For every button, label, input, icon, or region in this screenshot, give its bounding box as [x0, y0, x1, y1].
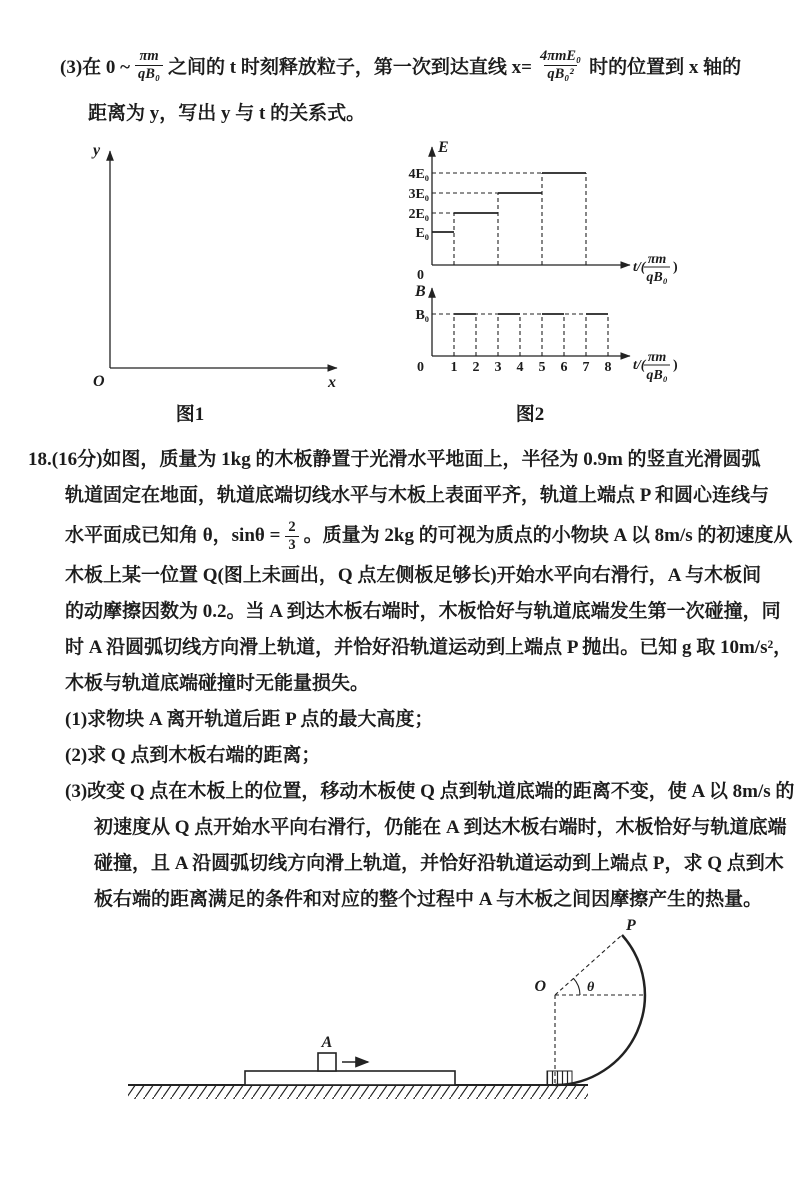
ytick-b0: B₀ [415, 308, 429, 323]
e-step-curve [432, 173, 586, 232]
b-guide-lines [454, 314, 608, 356]
q18-subquestion-2: (2)求 Q 点到木板右端的距离； [65, 745, 321, 766]
q18-line-2: 轨道固定在地面，轨道底端切线水平与木板上表面平齐，轨道上端点 P 和圆心连线与 [65, 485, 770, 506]
b-xlabel-post: ) [673, 358, 678, 373]
origin-label: O [93, 373, 105, 390]
q18-line3-pre: 水平面成已知角 θ，sinθ = [65, 525, 281, 546]
q18-line-4: 木板上某一位置 Q(图上未画出，Q 点左侧板足够长)开始水平向右滑行，A 与木板间 [65, 565, 762, 586]
ground-hatching [128, 1086, 588, 1099]
b-axis-label: B [415, 283, 426, 300]
e-xlabel-den: qB₀ [646, 270, 668, 285]
q18-line-6: 时 A 沿圆弧切线方向滑上轨道，并恰好沿轨道运动到上端点 P 抛出。已知 g 取 10m/s²， [65, 637, 793, 658]
q18-line-5: 的动摩擦因数为 0.2。当 A 到达木板右端时，木板恰好与轨道底端发生第一次碰撞，同 [65, 601, 781, 622]
xtick-5: 5 [538, 360, 546, 375]
b-xtick-labels [451, 360, 612, 375]
e-xlabel-post: ) [673, 260, 678, 275]
q18-line-3 [28, 514, 793, 558]
xtick-3: 3 [494, 360, 502, 375]
fraction-denominator: 3 [285, 536, 298, 554]
q18-line-1: 18.(16分)如图，质量为 1kg 的木板静置于光滑水平地面上，半径为 0.9m 的竖直光滑圆弧 [28, 449, 761, 470]
e-xlabel-num: πm [647, 252, 667, 267]
figure3-apparatus [100, 915, 700, 1120]
b-t-plot [414, 283, 678, 383]
part3-seg1: (3)在 0 ~ [60, 56, 131, 78]
fraction-4pime0-qb0sq [537, 48, 584, 82]
b-xaxis-unit-label [633, 350, 678, 383]
q18-line3-post: 。质量为 2kg 的可视为质点的小物块 A 以 8m/s 的初速度从 [303, 525, 793, 546]
block-a [318, 1053, 336, 1071]
part3-seg2: 之间的 t 时刻释放粒子，第一次到达直线 x= [168, 56, 532, 78]
fraction-numerator: πm [139, 47, 159, 64]
xtick-7: 7 [582, 360, 590, 375]
e-guide-lines [432, 173, 586, 265]
xtick-8: 8 [604, 360, 612, 375]
b-origin-label: 0 [417, 360, 424, 375]
center-o-label: O [534, 978, 546, 995]
b-xlabel-den: qB₀ [646, 368, 668, 383]
ytick-3e0: 3E₀ [408, 187, 429, 202]
part3-seg3: 时的位置到 x 轴的 [589, 56, 742, 78]
theta-label: θ [587, 980, 595, 995]
q18-subquestion-3-cont-1: 初速度从 Q 点开始水平向右滑行，仍能在 A 到达木板右端时，木板恰好与轨道底端 [94, 817, 787, 838]
ytick-e0: E₀ [415, 226, 429, 241]
b-xlabel-num: πm [647, 350, 667, 365]
e-xaxis-unit-label [633, 252, 678, 285]
ytick-4e0: 4E₀ [408, 167, 429, 182]
wooden-board [245, 1071, 455, 1085]
xtick-4: 4 [516, 360, 524, 375]
point-p-label: P [626, 917, 636, 934]
block-a-label: A [321, 1034, 333, 1051]
fraction-numerator: 2 [288, 518, 296, 535]
xtick-1: 1 [450, 360, 458, 375]
q18-subquestion-3-cont-2: 碰撞，且 A 沿圆弧切线方向滑上轨道，并恰好沿轨道运动到上端点 P，求 Q 点到木 [94, 853, 784, 874]
ytick-2e0: 2E₀ [408, 207, 429, 222]
fraction-pim-qb0 [135, 48, 163, 82]
e-xlabel-pre: t/( [633, 260, 646, 275]
e-t-plot [408, 139, 678, 285]
q18-subquestion-3-cont-3: 板右端的距离满足的条件和对应的整个过程中 A 与木板之间因摩擦产生的热量。 [94, 889, 763, 910]
theta-angle-arc [573, 978, 580, 995]
q18-line-7: 木板与轨道底端碰撞时无能量损失。 [65, 673, 370, 694]
fraction-numerator: 4πmE₀ [539, 47, 582, 64]
e-origin-label: 0 [417, 268, 424, 283]
e-axis-label: E [438, 139, 449, 156]
x-axis-label: x [328, 374, 336, 391]
figure2-caption: 图2 [515, 404, 545, 425]
part3-line1 [60, 38, 741, 92]
question-18 [28, 442, 795, 918]
fraction-two-thirds [285, 519, 298, 553]
q18-subquestion-3: (3)改变 Q 点在木板上的位置，移动木板使 Q 点到轨道底端的距离不变，使 A 以 8m/s 的 [65, 781, 795, 802]
q18-subquestion-1: (1)求物块 A 离开轨道后距 P 点的最大高度； [65, 709, 434, 730]
b-xlabel-pre: t/( [633, 358, 646, 373]
fraction-denominator: qB₀² [544, 65, 576, 83]
part3-line2: 距离为 y，写出 y 与 t 的关系式。 [88, 103, 366, 124]
figure1-axes [88, 138, 348, 390]
xtick-6: 6 [560, 360, 568, 375]
arc-track [555, 935, 645, 1085]
y-axis-label: y [93, 142, 101, 159]
fraction-denominator: qB₀ [135, 65, 163, 83]
figure1-caption: 图1 [175, 404, 205, 425]
xtick-2: 2 [472, 360, 480, 375]
figure2-step-plots [390, 138, 690, 400]
